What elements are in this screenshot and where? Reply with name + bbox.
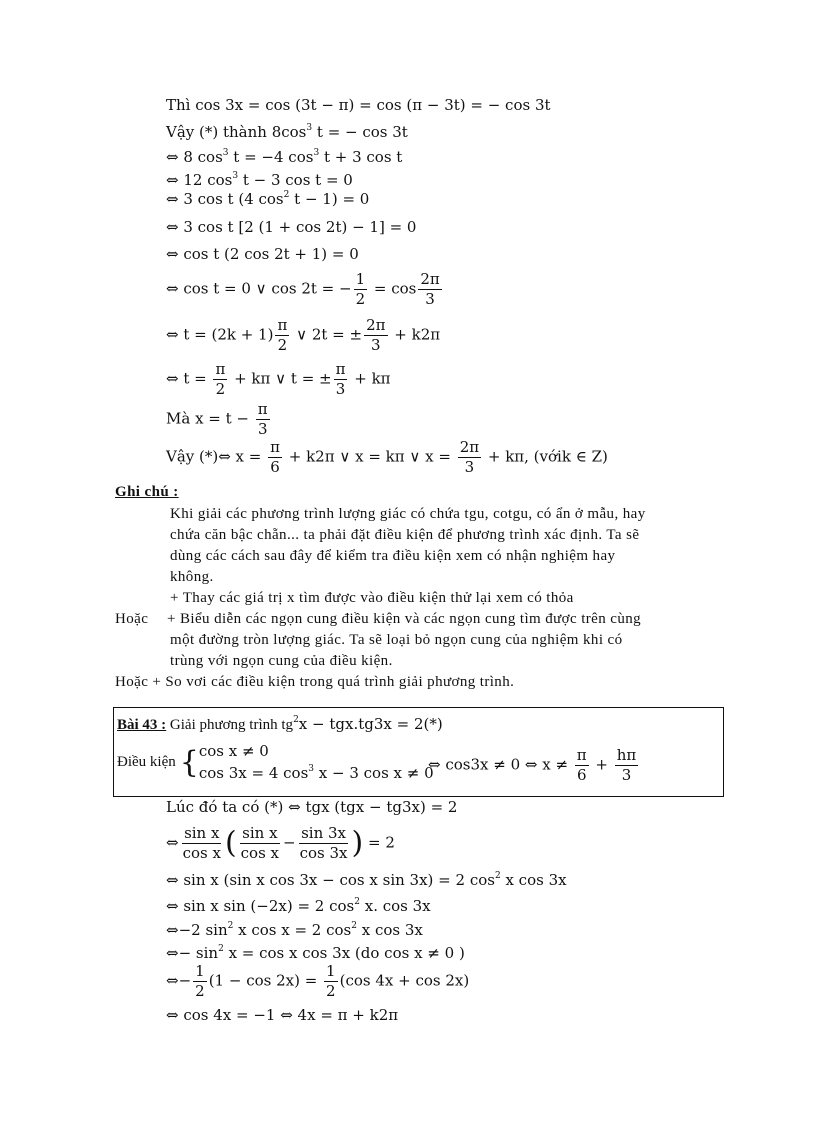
note-line: Hoặc + So vơi các điều kiện trong quá trình giải phương trình. [115,674,515,690]
fraction-pi-2: $\frac{\pi}{2}$ [215,360,226,398]
fraction-pi-2: $\frac{\pi}{2}$ [277,316,288,354]
eq-line-1: Thì cos 3x = cos (3t − π) = cos (π − 3t) = − cos 3t [166,96,551,114]
note-line: chứa căn bậc chẵn... ta phải đặt điều kiện để phương trình xác định. Ta sẽ [170,527,640,543]
fraction-pi-6: $\frac{\pi}{6}$ [576,746,587,784]
sol-line-2: ⇔ $\frac{\text{sin x}}{\text{cos x}}$ ( $\frac{\text{sin x}}{\text{cos x}}$ − $\frac{\sin 3x}{\cos 3x}$ ) = 2 [166,824,395,862]
eq-line-4: ⇔ 12 $\cos^3 t - 3$ cos t = 0 [166,171,353,189]
problem-title: Bài 43 : [117,717,167,733]
fraction-one-half: $\frac{1}{2}$ [355,270,366,308]
sol-line-1: Lúc đó ta có (*) ⇔ tgx (tgx − tg3x) = 2 [166,798,458,816]
condition-result: ⇔ cos3x ≠ 0 ⇔ x ≠ $\frac{\pi}{6}$ + $\frac{h\pi}{3}$ [428,746,637,784]
sol-line-6: ⇔− $\sin^2 x = \cos x$ cos 3x (do cos x ≠ 0 ) [166,944,465,962]
fraction-2pi-3: $\frac{2\pi}{3}$ [420,270,440,308]
fraction-2pi-3: $\frac{2\pi}{3}$ [459,438,480,476]
eq-line-11: Mà x = t − $\frac{\pi}{3}$ [166,400,268,438]
eq-line-7: ⇔ cos t (2 cos 2t + 1) = 0 [166,245,359,263]
eq-line-9: ⇔ t = (2k + 1) $\frac{\pi}{2}$ ∨ 2t = ± $\frac{2\pi}{3}$ + k2π [166,316,441,354]
note-line: + Thay các giá trị x tìm được vào điều kiện thử lại xem có thỏa [170,590,574,606]
fraction-one-half: $\frac{1}{2}$ [195,962,205,1000]
condition-system: cos x ≠ 0 cos 3x = 4 $\cos^3 x - 3$ cos x ≠ 0 [198,742,434,782]
eq-line-3: ⇔ 8 $\cos^3 t = -4$ $\cos^3 t + 3$ cos t [166,148,403,166]
fraction-sinx-cosx: $\frac{\text{sin x}}{\text{cos x}}$ [240,824,280,862]
eq-line-12: Vậy (*)⇔ x = $\frac{\pi}{6}$ + k2π ∨ x = kπ ∨ x = $\frac{2\pi}{3}$ + kπ, (vớik ∈ Z) [166,438,608,476]
eq-line-5: ⇔ 3 cos t (4 $\cos^2 t - 1) = 0$ [166,190,370,208]
fraction-2pi-3: $\frac{2\pi}{3}$ [366,316,386,354]
note-line: + Biểu diễn các ngọn cung điều kiện và các ngọn cung tìm được trên cùng [167,611,642,627]
note-line: không. [170,569,214,585]
brace-icon: { [179,744,199,780]
fraction-sin3x-cos3x: $\frac{\sin 3x}{\cos 3x}$ [299,824,348,862]
note-or-label: Hoặc [115,611,149,627]
problem-title-line: Bài 43 : Giải phương trình $tg^2x - tgx.tg3x = 2(*)$ [117,715,443,733]
condition-line [117,744,434,781]
fraction-pi-3: $\frac{\pi}{3}$ [257,400,268,438]
sol-line-4: ⇔ sin x sin (−2x) = 2 $\cos^2 x$. cos 3x [166,897,431,915]
note-line: một đường tròn lượng giác. Ta sẽ loại bỏ ngọn cung của nghiệm khi có [170,632,623,648]
eq-line-6: ⇔ 3 cos t [2 (1 + cos 2t) − 1] = 0 [166,218,417,236]
fraction-pi-6: $\frac{\pi}{6}$ [270,438,280,476]
fraction-sinx-cosx: $\frac{\text{sin x}}{\text{cos x}}$ [182,824,221,862]
note-heading: Ghi chú : [115,484,179,500]
note-line: dùng các cách sau đây để kiểm tra điều kiện xem có nhận nghiệm hay [170,548,616,564]
sol-line-8: ⇔ cos 4x = −1 ⇔ 4x = π + k2π [166,1006,399,1024]
sol-line-7: ⇔− $\frac{1}{2}$ (1 − cos 2x) = $\frac{1}{2}$ (cos 4x + cos 2x) [166,962,470,1000]
sol-line-3: ⇔ sin x (sin x cos 3x − cos x sin 3x) = 2 $\cos^2 x$ cos 3x [166,871,567,889]
fraction-one-half: $\frac{1}{2}$ [326,962,336,1000]
fraction-hpi-3: $\frac{h\pi}{3}$ [616,746,637,784]
sol-line-5: ⇔−2 $\sin^2 x$ cos x = 2 $\cos^2 x$ cos 3x [166,921,423,939]
note-line: trùng với ngọn cung của điều kiện. [170,653,393,669]
eq-line-2: Vậy (*) thành $8\cos^3$ t = − cos 3t [166,123,408,141]
note-line: Khi giải các phương trình lượng giác có chứa tgu, cotgu, có ẩn ở mẫu, hay [170,506,646,522]
eq-line-8: ⇔ cos t = 0 ∨ cos 2t = − $\frac{1}{2}$ = cos $\frac{2\pi}{3}$ [166,270,440,308]
eq-line-10: ⇔ t = $\frac{\pi}{2}$ + kπ ∨ t = ± $\frac{\pi}{3}$ + kπ [166,360,391,398]
fraction-pi-3: $\frac{\pi}{3}$ [335,360,346,398]
condition-label: Điều kiện [117,754,176,770]
